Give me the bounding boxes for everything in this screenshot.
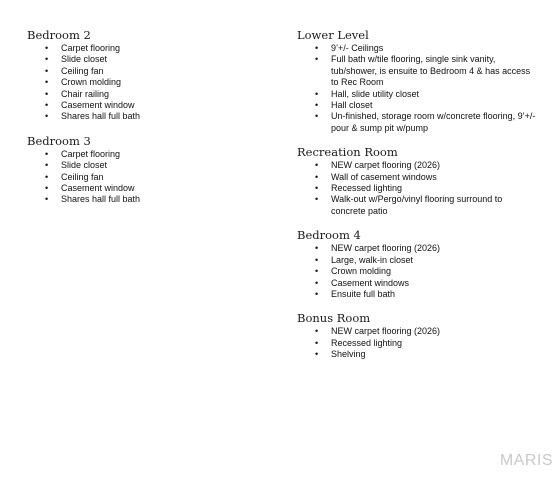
list-item: • Hall closet <box>297 100 537 111</box>
section-title: Bedroom 4 <box>297 228 361 243</box>
left-column <box>27 28 277 217</box>
feature-list <box>297 160 537 217</box>
feature-list <box>297 43 537 134</box>
section-bedroom-2 <box>27 28 277 123</box>
section-recreation-room <box>297 145 537 217</box>
list-item: • Un-finished, storage room w/concrete flooring, 9’+/- pour & sump pit w/pump <box>297 111 537 134</box>
section-bonus-room <box>297 311 537 360</box>
list-item: • NEW carpet flooring (2026) <box>297 243 537 254</box>
right-column <box>297 28 537 372</box>
list-item: • Casement windows <box>297 278 537 289</box>
list-item: • Ceiling fan <box>27 66 277 77</box>
list-item: • Crown molding <box>297 266 537 277</box>
feature-list <box>27 149 277 206</box>
list-item: • Ensuite full bath <box>297 289 537 300</box>
list-item: • Full bath w/tile flooring, single sink vanity, tub/shower, is ensuite to Bedroom 4 & has access to Rec Room <box>297 54 537 88</box>
section-lower-level <box>297 28 537 134</box>
list-item: • Shelving <box>297 349 537 360</box>
section-title: Bonus Room <box>297 311 371 326</box>
list-item: • Large, walk-in closet <box>297 255 537 266</box>
section-bedroom-4 <box>297 228 537 300</box>
section-title: Bedroom 3 <box>27 133 91 148</box>
list-item: • 9’+/- Ceilings <box>297 43 537 54</box>
list-item: • Walk-out w/Pergo/vinyl flooring surround to concrete patio <box>297 194 537 217</box>
list-item: • Wall of casement windows <box>297 172 537 183</box>
list-item: • Slide closet <box>27 160 277 171</box>
list-item: • NEW carpet flooring (2026) <box>297 160 537 171</box>
list-item: • Recessed lighting <box>297 338 537 349</box>
list-item: • Hall, slide utility closet <box>297 89 537 100</box>
feature-list <box>27 43 277 123</box>
list-item: • Carpet flooring <box>27 43 277 54</box>
section-title: Bedroom 2 <box>27 28 91 42</box>
list-item: • Recessed lighting <box>297 183 537 194</box>
list-item: • Shares hall full bath <box>27 111 277 122</box>
list-item: • Slide closet <box>27 54 277 65</box>
list-item: • Casement window <box>27 100 277 111</box>
list-item: • NEW carpet flooring (2026) <box>297 326 537 337</box>
maris-watermark: MARIS <box>499 452 553 469</box>
section-title: Lower Level <box>297 28 369 42</box>
feature-list <box>297 326 537 360</box>
list-item: • Casement window <box>27 183 277 194</box>
section-bedroom-3 <box>27 134 277 206</box>
feature-list <box>297 243 537 300</box>
list-item: • Carpet flooring <box>27 149 277 160</box>
section-title: Recreation Room <box>297 145 398 160</box>
list-item: • Shares hall full bath <box>27 194 277 205</box>
list-item: • Ceiling fan <box>27 172 277 183</box>
list-item: • Chair railing <box>27 89 277 100</box>
list-item: • Crown molding <box>27 77 277 88</box>
